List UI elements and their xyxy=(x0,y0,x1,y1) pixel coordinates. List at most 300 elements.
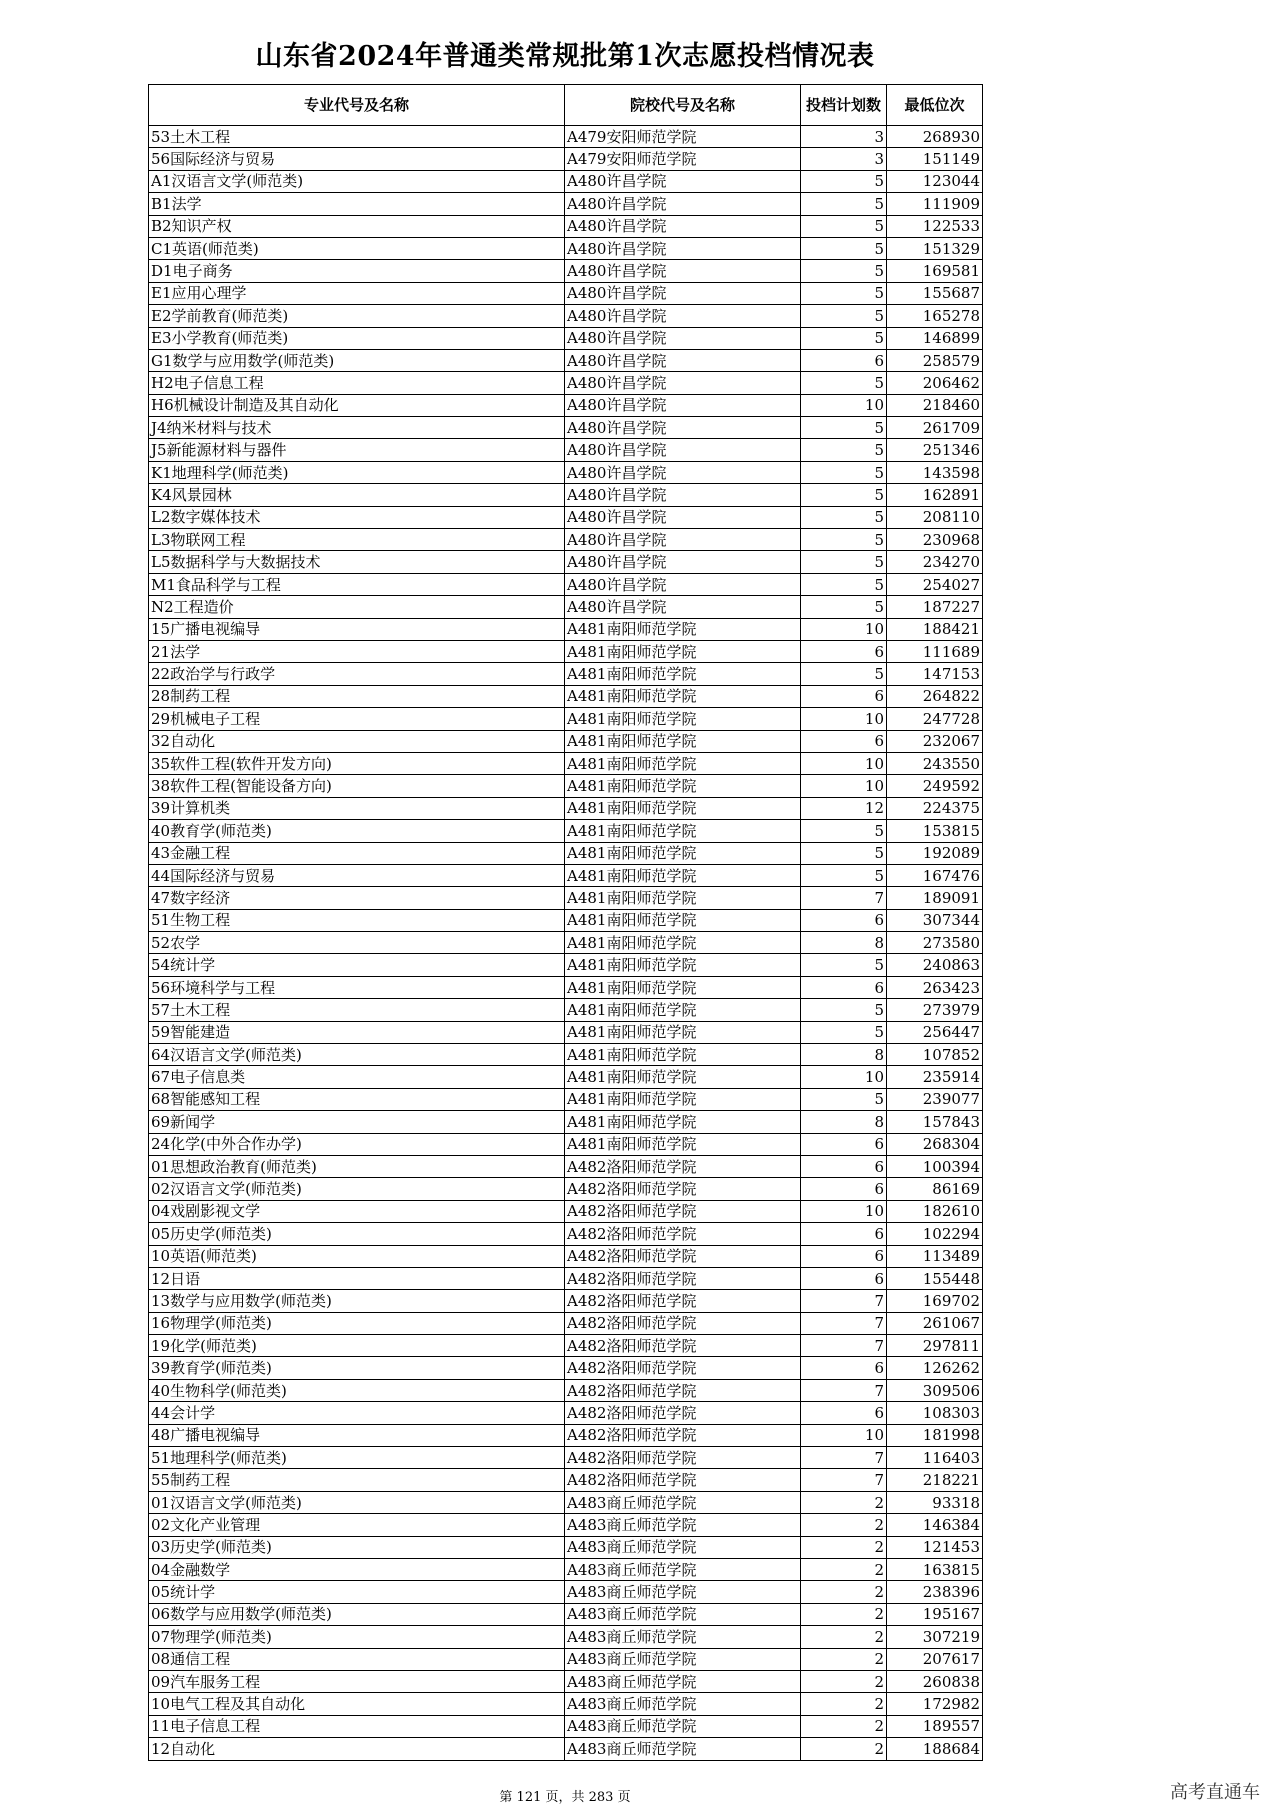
major-cell: 56国际经济与贸易 xyxy=(149,148,565,170)
plan-count-cell: 7 xyxy=(801,1447,887,1469)
min-rank-cell: 182610 xyxy=(887,1200,983,1222)
school-cell: A481南阳师范学院 xyxy=(565,842,801,864)
min-rank-cell: 218460 xyxy=(887,394,983,416)
table-row xyxy=(149,1581,983,1603)
plan-count-cell: 6 xyxy=(801,1357,887,1379)
school-cell: A482洛阳师范学院 xyxy=(565,1155,801,1177)
table-row xyxy=(149,126,983,148)
major-cell: E3小学教育(师范类) xyxy=(149,327,565,349)
min-rank-cell: 261709 xyxy=(887,417,983,439)
major-cell: 12日语 xyxy=(149,1267,565,1289)
min-rank-cell: 153815 xyxy=(887,820,983,842)
table-row xyxy=(149,1223,983,1245)
plan-count-cell: 5 xyxy=(801,305,887,327)
table-row xyxy=(149,170,983,192)
plan-count-cell: 5 xyxy=(801,842,887,864)
major-cell: 52农学 xyxy=(149,932,565,954)
plan-count-cell: 6 xyxy=(801,1133,887,1155)
min-rank-cell: 107852 xyxy=(887,1044,983,1066)
plan-count-cell: 7 xyxy=(801,1379,887,1401)
table-row xyxy=(149,551,983,573)
major-cell: L2数字媒体技术 xyxy=(149,506,565,528)
table-row xyxy=(149,417,983,439)
table-row xyxy=(149,932,983,954)
min-rank-cell: 123044 xyxy=(887,170,983,192)
min-rank-cell: 192089 xyxy=(887,842,983,864)
plan-count-cell: 6 xyxy=(801,730,887,752)
major-cell: 43金融工程 xyxy=(149,842,565,864)
table-row xyxy=(149,640,983,662)
min-rank-cell: 189091 xyxy=(887,887,983,909)
school-cell: A481南阳师范学院 xyxy=(565,685,801,707)
school-cell: A480许昌学院 xyxy=(565,260,801,282)
min-rank-cell: 249592 xyxy=(887,775,983,797)
min-rank-cell: 307344 xyxy=(887,909,983,931)
school-cell: A480许昌学院 xyxy=(565,215,801,237)
major-cell: 01汉语言文学(师范类) xyxy=(149,1491,565,1513)
header-rank: 最低位次 xyxy=(887,85,983,126)
plan-count-cell: 3 xyxy=(801,126,887,148)
school-cell: A482洛阳师范学院 xyxy=(565,1267,801,1289)
school-cell: A481南阳师范学院 xyxy=(565,976,801,998)
major-cell: 51地理科学(师范类) xyxy=(149,1447,565,1469)
school-cell: A481南阳师范学院 xyxy=(565,887,801,909)
table-row xyxy=(149,1021,983,1043)
major-cell: 13数学与应用数学(师范类) xyxy=(149,1290,565,1312)
table-row xyxy=(149,730,983,752)
min-rank-cell: 143598 xyxy=(887,461,983,483)
school-cell: A480许昌学院 xyxy=(565,237,801,259)
table-row xyxy=(149,708,983,730)
watermark: 高考直通车 xyxy=(1170,1782,1260,1803)
major-cell: 02文化产业管理 xyxy=(149,1514,565,1536)
major-cell: 68智能感知工程 xyxy=(149,1088,565,1110)
table-row xyxy=(149,484,983,506)
table-row xyxy=(149,618,983,640)
min-rank-cell: 155448 xyxy=(887,1267,983,1289)
min-rank-cell: 187227 xyxy=(887,596,983,618)
table-row xyxy=(149,976,983,998)
plan-count-cell: 6 xyxy=(801,976,887,998)
table-row xyxy=(149,1088,983,1110)
table-row xyxy=(149,864,983,886)
min-rank-cell: 155687 xyxy=(887,282,983,304)
table-row xyxy=(149,842,983,864)
major-cell: 11电子信息工程 xyxy=(149,1715,565,1737)
school-cell: A481南阳师范学院 xyxy=(565,1133,801,1155)
major-cell: N2工程造价 xyxy=(149,596,565,618)
min-rank-cell: 181998 xyxy=(887,1424,983,1446)
plan-count-cell: 5 xyxy=(801,1088,887,1110)
plan-count-cell: 6 xyxy=(801,640,887,662)
major-cell: A1汉语言文学(师范类) xyxy=(149,170,565,192)
table-row xyxy=(149,327,983,349)
school-cell: A482洛阳师范学院 xyxy=(565,1312,801,1334)
major-cell: 51生物工程 xyxy=(149,909,565,931)
plan-count-cell: 10 xyxy=(801,1066,887,1088)
plan-count-cell: 6 xyxy=(801,1402,887,1424)
major-cell: L5数据科学与大数据技术 xyxy=(149,551,565,573)
min-rank-cell: 273979 xyxy=(887,999,983,1021)
plan-count-cell: 6 xyxy=(801,1267,887,1289)
plan-count-cell: 2 xyxy=(801,1715,887,1737)
major-cell: 40生物科学(师范类) xyxy=(149,1379,565,1401)
plan-count-cell: 5 xyxy=(801,439,887,461)
plan-count-cell: 5 xyxy=(801,820,887,842)
table-row xyxy=(149,573,983,595)
school-cell: A481南阳师范学院 xyxy=(565,1021,801,1043)
school-cell: A483商丘师范学院 xyxy=(565,1715,801,1737)
school-cell: A480许昌学院 xyxy=(565,506,801,528)
plan-count-cell: 2 xyxy=(801,1603,887,1625)
school-cell: A480许昌学院 xyxy=(565,282,801,304)
school-cell: A483商丘师范学院 xyxy=(565,1626,801,1648)
major-cell: 53土木工程 xyxy=(149,126,565,148)
table-row xyxy=(149,999,983,1021)
min-rank-cell: 189557 xyxy=(887,1715,983,1737)
school-cell: A483商丘师范学院 xyxy=(565,1581,801,1603)
table-row xyxy=(149,260,983,282)
school-cell: A482洛阳师范学院 xyxy=(565,1402,801,1424)
major-cell: 44会计学 xyxy=(149,1402,565,1424)
school-cell: A480许昌学院 xyxy=(565,193,801,215)
min-rank-cell: 240863 xyxy=(887,954,983,976)
table-row xyxy=(149,1312,983,1334)
plan-count-cell: 6 xyxy=(801,1155,887,1177)
min-rank-cell: 254027 xyxy=(887,573,983,595)
major-cell: J4纳米材料与技术 xyxy=(149,417,565,439)
school-cell: A481南阳师范学院 xyxy=(565,1044,801,1066)
table-row xyxy=(149,752,983,774)
major-cell: 35软件工程(软件开发方向) xyxy=(149,752,565,774)
table-row xyxy=(149,1178,983,1200)
plan-count-cell: 2 xyxy=(801,1693,887,1715)
min-rank-cell: 238396 xyxy=(887,1581,983,1603)
plan-count-cell: 2 xyxy=(801,1626,887,1648)
table-header-row xyxy=(149,85,983,126)
school-cell: A481南阳师范学院 xyxy=(565,864,801,886)
school-cell: A483商丘师范学院 xyxy=(565,1603,801,1625)
plan-count-cell: 5 xyxy=(801,484,887,506)
plan-count-cell: 5 xyxy=(801,170,887,192)
table-row xyxy=(149,1066,983,1088)
table-row xyxy=(149,1200,983,1222)
school-cell: A483商丘师范学院 xyxy=(565,1693,801,1715)
table-row xyxy=(149,1379,983,1401)
school-cell: A482洛阳师范学院 xyxy=(565,1357,801,1379)
page-footer: 第 121 页，共 283 页 xyxy=(499,1790,631,1805)
table-row xyxy=(149,887,983,909)
school-cell: A483商丘师范学院 xyxy=(565,1648,801,1670)
major-cell: 02汉语言文学(师范类) xyxy=(149,1178,565,1200)
table-row xyxy=(149,1447,983,1469)
major-cell: 03历史学(师范类) xyxy=(149,1536,565,1558)
min-rank-cell: 111909 xyxy=(887,193,983,215)
major-cell: 32自动化 xyxy=(149,730,565,752)
major-cell: 56环境科学与工程 xyxy=(149,976,565,998)
school-cell: A481南阳师范学院 xyxy=(565,775,801,797)
min-rank-cell: 239077 xyxy=(887,1088,983,1110)
school-cell: A481南阳师范学院 xyxy=(565,640,801,662)
plan-count-cell: 8 xyxy=(801,1044,887,1066)
table-row xyxy=(149,820,983,842)
table-row xyxy=(149,394,983,416)
min-rank-cell: 297811 xyxy=(887,1335,983,1357)
min-rank-cell: 256447 xyxy=(887,1021,983,1043)
min-rank-cell: 122533 xyxy=(887,215,983,237)
min-rank-cell: 207617 xyxy=(887,1648,983,1670)
major-cell: 10电气工程及其自动化 xyxy=(149,1693,565,1715)
major-cell: 57土木工程 xyxy=(149,999,565,1021)
major-cell: 04戏剧影视文学 xyxy=(149,1200,565,1222)
major-cell: E2学前教育(师范类) xyxy=(149,305,565,327)
plan-count-cell: 5 xyxy=(801,282,887,304)
table-row xyxy=(149,1693,983,1715)
min-rank-cell: 307219 xyxy=(887,1626,983,1648)
school-cell: A481南阳师范学院 xyxy=(565,909,801,931)
header-school: 院校代号及名称 xyxy=(565,85,801,126)
table-row xyxy=(149,305,983,327)
min-rank-cell: 260838 xyxy=(887,1670,983,1692)
plan-count-cell: 5 xyxy=(801,417,887,439)
school-cell: A481南阳师范学院 xyxy=(565,932,801,954)
school-cell: A483商丘师范学院 xyxy=(565,1536,801,1558)
plan-count-cell: 6 xyxy=(801,909,887,931)
school-cell: A481南阳师范学院 xyxy=(565,752,801,774)
major-cell: 10英语(师范类) xyxy=(149,1245,565,1267)
major-cell: G1数学与应用数学(师范类) xyxy=(149,349,565,371)
school-cell: A482洛阳师范学院 xyxy=(565,1178,801,1200)
min-rank-cell: 167476 xyxy=(887,864,983,886)
min-rank-cell: 165278 xyxy=(887,305,983,327)
major-cell: E1应用心理学 xyxy=(149,282,565,304)
major-cell: 22政治学与行政学 xyxy=(149,663,565,685)
min-rank-cell: 151329 xyxy=(887,237,983,259)
school-cell: A481南阳师范学院 xyxy=(565,708,801,730)
min-rank-cell: 100394 xyxy=(887,1155,983,1177)
table-row xyxy=(149,1133,983,1155)
min-rank-cell: 146384 xyxy=(887,1514,983,1536)
table-row xyxy=(149,349,983,371)
plan-count-cell: 10 xyxy=(801,394,887,416)
plan-count-cell: 5 xyxy=(801,573,887,595)
major-cell: 64汉语言文学(师范类) xyxy=(149,1044,565,1066)
min-rank-cell: 169702 xyxy=(887,1290,983,1312)
major-cell: 09汽车服务工程 xyxy=(149,1670,565,1692)
min-rank-cell: 116403 xyxy=(887,1447,983,1469)
table-row xyxy=(149,529,983,551)
min-rank-cell: 126262 xyxy=(887,1357,983,1379)
major-cell: 38软件工程(智能设备方向) xyxy=(149,775,565,797)
min-rank-cell: 172982 xyxy=(887,1693,983,1715)
min-rank-cell: 251346 xyxy=(887,439,983,461)
admission-table xyxy=(148,84,983,1761)
plan-count-cell: 6 xyxy=(801,1245,887,1267)
school-cell: A481南阳师范学院 xyxy=(565,663,801,685)
plan-count-cell: 2 xyxy=(801,1536,887,1558)
table-row xyxy=(149,1514,983,1536)
table-row xyxy=(149,1245,983,1267)
min-rank-cell: 234270 xyxy=(887,551,983,573)
plan-count-cell: 5 xyxy=(801,260,887,282)
school-cell: A480许昌学院 xyxy=(565,327,801,349)
header-major: 专业代号及名称 xyxy=(149,85,565,126)
major-cell: 05统计学 xyxy=(149,1581,565,1603)
plan-count-cell: 10 xyxy=(801,775,887,797)
school-cell: A480许昌学院 xyxy=(565,394,801,416)
plan-count-cell: 7 xyxy=(801,1469,887,1491)
plan-count-cell: 2 xyxy=(801,1581,887,1603)
major-cell: 54统计学 xyxy=(149,954,565,976)
header-plan: 投档计划数 xyxy=(801,85,887,126)
school-cell: A480许昌学院 xyxy=(565,417,801,439)
table-row xyxy=(149,215,983,237)
plan-count-cell: 2 xyxy=(801,1670,887,1692)
school-cell: A481南阳师范学院 xyxy=(565,999,801,1021)
major-cell: 47数字经济 xyxy=(149,887,565,909)
table-row xyxy=(149,1424,983,1446)
school-cell: A480许昌学院 xyxy=(565,596,801,618)
plan-count-cell: 5 xyxy=(801,999,887,1021)
min-rank-cell: 113489 xyxy=(887,1245,983,1267)
min-rank-cell: 261067 xyxy=(887,1312,983,1334)
table-row xyxy=(149,775,983,797)
school-cell: A482洛阳师范学院 xyxy=(565,1335,801,1357)
school-cell: A479安阳师范学院 xyxy=(565,148,801,170)
plan-count-cell: 2 xyxy=(801,1559,887,1581)
major-cell: 44国际经济与贸易 xyxy=(149,864,565,886)
table-row xyxy=(149,193,983,215)
major-cell: L3物联网工程 xyxy=(149,529,565,551)
plan-count-cell: 5 xyxy=(801,327,887,349)
min-rank-cell: 188684 xyxy=(887,1738,983,1760)
major-cell: 24化学(中外合作办学) xyxy=(149,1133,565,1155)
plan-count-cell: 5 xyxy=(801,1021,887,1043)
major-cell: D1电子商务 xyxy=(149,260,565,282)
table-row xyxy=(149,596,983,618)
table-row xyxy=(149,1402,983,1424)
min-rank-cell: 247728 xyxy=(887,708,983,730)
plan-count-cell: 5 xyxy=(801,215,887,237)
school-cell: A481南阳师范学院 xyxy=(565,730,801,752)
school-cell: A480许昌学院 xyxy=(565,551,801,573)
table-row xyxy=(149,954,983,976)
table-row xyxy=(149,1290,983,1312)
plan-count-cell: 8 xyxy=(801,932,887,954)
major-cell: 40教育学(师范类) xyxy=(149,820,565,842)
min-rank-cell: 121453 xyxy=(887,1536,983,1558)
min-rank-cell: 195167 xyxy=(887,1603,983,1625)
plan-count-cell: 7 xyxy=(801,887,887,909)
table-row xyxy=(149,1111,983,1133)
major-cell: K1地理科学(师范类) xyxy=(149,461,565,483)
plan-count-cell: 10 xyxy=(801,708,887,730)
plan-count-cell: 12 xyxy=(801,797,887,819)
plan-count-cell: 10 xyxy=(801,1200,887,1222)
school-cell: A482洛阳师范学院 xyxy=(565,1379,801,1401)
min-rank-cell: 169581 xyxy=(887,260,983,282)
major-cell: 04金融数学 xyxy=(149,1559,565,1581)
major-cell: 05历史学(师范类) xyxy=(149,1223,565,1245)
plan-count-cell: 5 xyxy=(801,954,887,976)
table-row xyxy=(149,148,983,170)
plan-count-cell: 5 xyxy=(801,193,887,215)
table-body xyxy=(149,126,983,1761)
major-cell: M1食品科学与工程 xyxy=(149,573,565,595)
plan-count-cell: 2 xyxy=(801,1514,887,1536)
major-cell: 19化学(师范类) xyxy=(149,1335,565,1357)
table-row xyxy=(149,1738,983,1760)
major-cell: C1英语(师范类) xyxy=(149,237,565,259)
min-rank-cell: 108303 xyxy=(887,1402,983,1424)
table-row xyxy=(149,1155,983,1177)
min-rank-cell: 243550 xyxy=(887,752,983,774)
table-row xyxy=(149,282,983,304)
major-cell: 28制药工程 xyxy=(149,685,565,707)
plan-count-cell: 5 xyxy=(801,551,887,573)
school-cell: A480许昌学院 xyxy=(565,529,801,551)
table-row xyxy=(149,1715,983,1737)
table-row xyxy=(149,663,983,685)
major-cell: K4风景园林 xyxy=(149,484,565,506)
plan-count-cell: 10 xyxy=(801,1424,887,1446)
plan-count-cell: 2 xyxy=(801,1738,887,1760)
school-cell: A482洛阳师范学院 xyxy=(565,1200,801,1222)
plan-count-cell: 7 xyxy=(801,1290,887,1312)
table-row xyxy=(149,1670,983,1692)
min-rank-cell: 208110 xyxy=(887,506,983,528)
school-cell: A483商丘师范学院 xyxy=(565,1491,801,1513)
table-row xyxy=(149,1267,983,1289)
plan-count-cell: 6 xyxy=(801,1223,887,1245)
school-cell: A480许昌学院 xyxy=(565,461,801,483)
min-rank-cell: 111689 xyxy=(887,640,983,662)
min-rank-cell: 151149 xyxy=(887,148,983,170)
school-cell: A480许昌学院 xyxy=(565,372,801,394)
plan-count-cell: 6 xyxy=(801,1178,887,1200)
min-rank-cell: 264822 xyxy=(887,685,983,707)
major-cell: 01思想政治教育(师范类) xyxy=(149,1155,565,1177)
school-cell: A482洛阳师范学院 xyxy=(565,1245,801,1267)
min-rank-cell: 268930 xyxy=(887,126,983,148)
plan-count-cell: 5 xyxy=(801,596,887,618)
school-cell: A480许昌学院 xyxy=(565,349,801,371)
min-rank-cell: 147153 xyxy=(887,663,983,685)
plan-count-cell: 5 xyxy=(801,237,887,259)
plan-count-cell: 5 xyxy=(801,461,887,483)
school-cell: A483商丘师范学院 xyxy=(565,1738,801,1760)
major-cell: 55制药工程 xyxy=(149,1469,565,1491)
major-cell: H6机械设计制造及其自动化 xyxy=(149,394,565,416)
plan-count-cell: 7 xyxy=(801,1312,887,1334)
table-row xyxy=(149,1357,983,1379)
plan-count-cell: 10 xyxy=(801,618,887,640)
min-rank-cell: 162891 xyxy=(887,484,983,506)
table-row xyxy=(149,1626,983,1648)
major-cell: B2知识产权 xyxy=(149,215,565,237)
table-row xyxy=(149,1044,983,1066)
school-cell: A479安阳师范学院 xyxy=(565,126,801,148)
plan-count-cell: 5 xyxy=(801,663,887,685)
school-cell: A481南阳师范学院 xyxy=(565,954,801,976)
major-cell: 15广播电视编导 xyxy=(149,618,565,640)
min-rank-cell: 309506 xyxy=(887,1379,983,1401)
min-rank-cell: 163815 xyxy=(887,1559,983,1581)
school-cell: A481南阳师范学院 xyxy=(565,1066,801,1088)
school-cell: A481南阳师范学院 xyxy=(565,618,801,640)
school-cell: A481南阳师范学院 xyxy=(565,1088,801,1110)
min-rank-cell: 93318 xyxy=(887,1491,983,1513)
